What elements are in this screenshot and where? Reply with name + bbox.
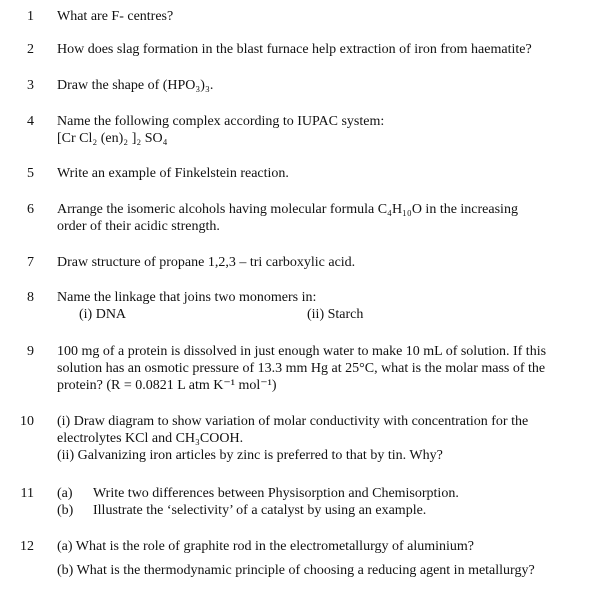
options-row xyxy=(57,306,609,323)
question-number: 4 xyxy=(27,114,34,129)
question-text: Draw structure of propane 1,2,3 – tri carboxylic acid. xyxy=(57,255,356,270)
option-dna: (i) DNA xyxy=(79,307,127,322)
question-text: (i) Draw diagram to show variation of molar conductivity with concentration for the electrolytes KCl and CH₃COOH. (ii) Galvanizing iron articles by zinc is preferred to that by tin. Why? xyxy=(57,414,529,463)
question-number: 11 xyxy=(20,486,34,501)
option-starch: (ii) Starch xyxy=(307,307,364,322)
subpart-b xyxy=(57,502,609,519)
subpart-text: Illustrate the ‘selectivity’ of a catalyst by using an example. xyxy=(93,503,427,518)
question-text: Arrange the isomeric alcohols having molecular formula C₄H₁₀O in the increasing order of their acidic strength. xyxy=(57,202,518,234)
question-number: 9 xyxy=(27,344,34,359)
subpart-label: (b) xyxy=(57,503,74,518)
subpart-a xyxy=(57,485,609,502)
question-text xyxy=(57,485,609,519)
question-text: Write an example of Finkelstein reaction. xyxy=(57,166,289,181)
question-number: 12 xyxy=(20,539,34,554)
question-text: What are F- centres? xyxy=(57,9,174,24)
subpart-label: (a) xyxy=(57,486,73,501)
question-text: Name the linkage that joins two monomers in: (i) DNA (ii) Starch xyxy=(57,289,609,323)
question-number: 2 xyxy=(27,42,34,57)
question-text: Draw the shape of (HPO₃)₃. xyxy=(57,78,214,93)
question-number: 1 xyxy=(27,9,34,24)
question-number: 3 xyxy=(27,78,34,93)
question-text: (a) What is the role of graphite rod in the electrometallurgy of aluminium? (b) What is the thermodynamic principle of choosing a reducing agent in metallurgy? xyxy=(57,539,535,578)
question-text: How does slag formation in the blast furnace help extraction of iron from haematite? xyxy=(57,42,532,57)
question-number: 7 xyxy=(27,255,34,270)
question-number: 8 xyxy=(27,290,34,305)
question-number: 5 xyxy=(27,166,34,181)
question-text: 100 mg of a protein is dissolved in just enough water to make 10 mL of solution. If this solution has an osmotic pressure of 13.3 mm Hg at 25°C, what is the molar mass of the protein? (R = 0.0821 L atm K⁻¹ mol⁻¹) xyxy=(57,344,547,393)
question-number: 10 xyxy=(20,414,34,429)
question-number: 6 xyxy=(27,202,34,217)
question-text: Name the following complex according to IUPAC system: [Cr Cl₂ (en)₂ ]₂ SO₄ xyxy=(57,114,385,146)
subpart-text: Write two differences between Physisorption and Chemisorption. xyxy=(93,486,459,501)
